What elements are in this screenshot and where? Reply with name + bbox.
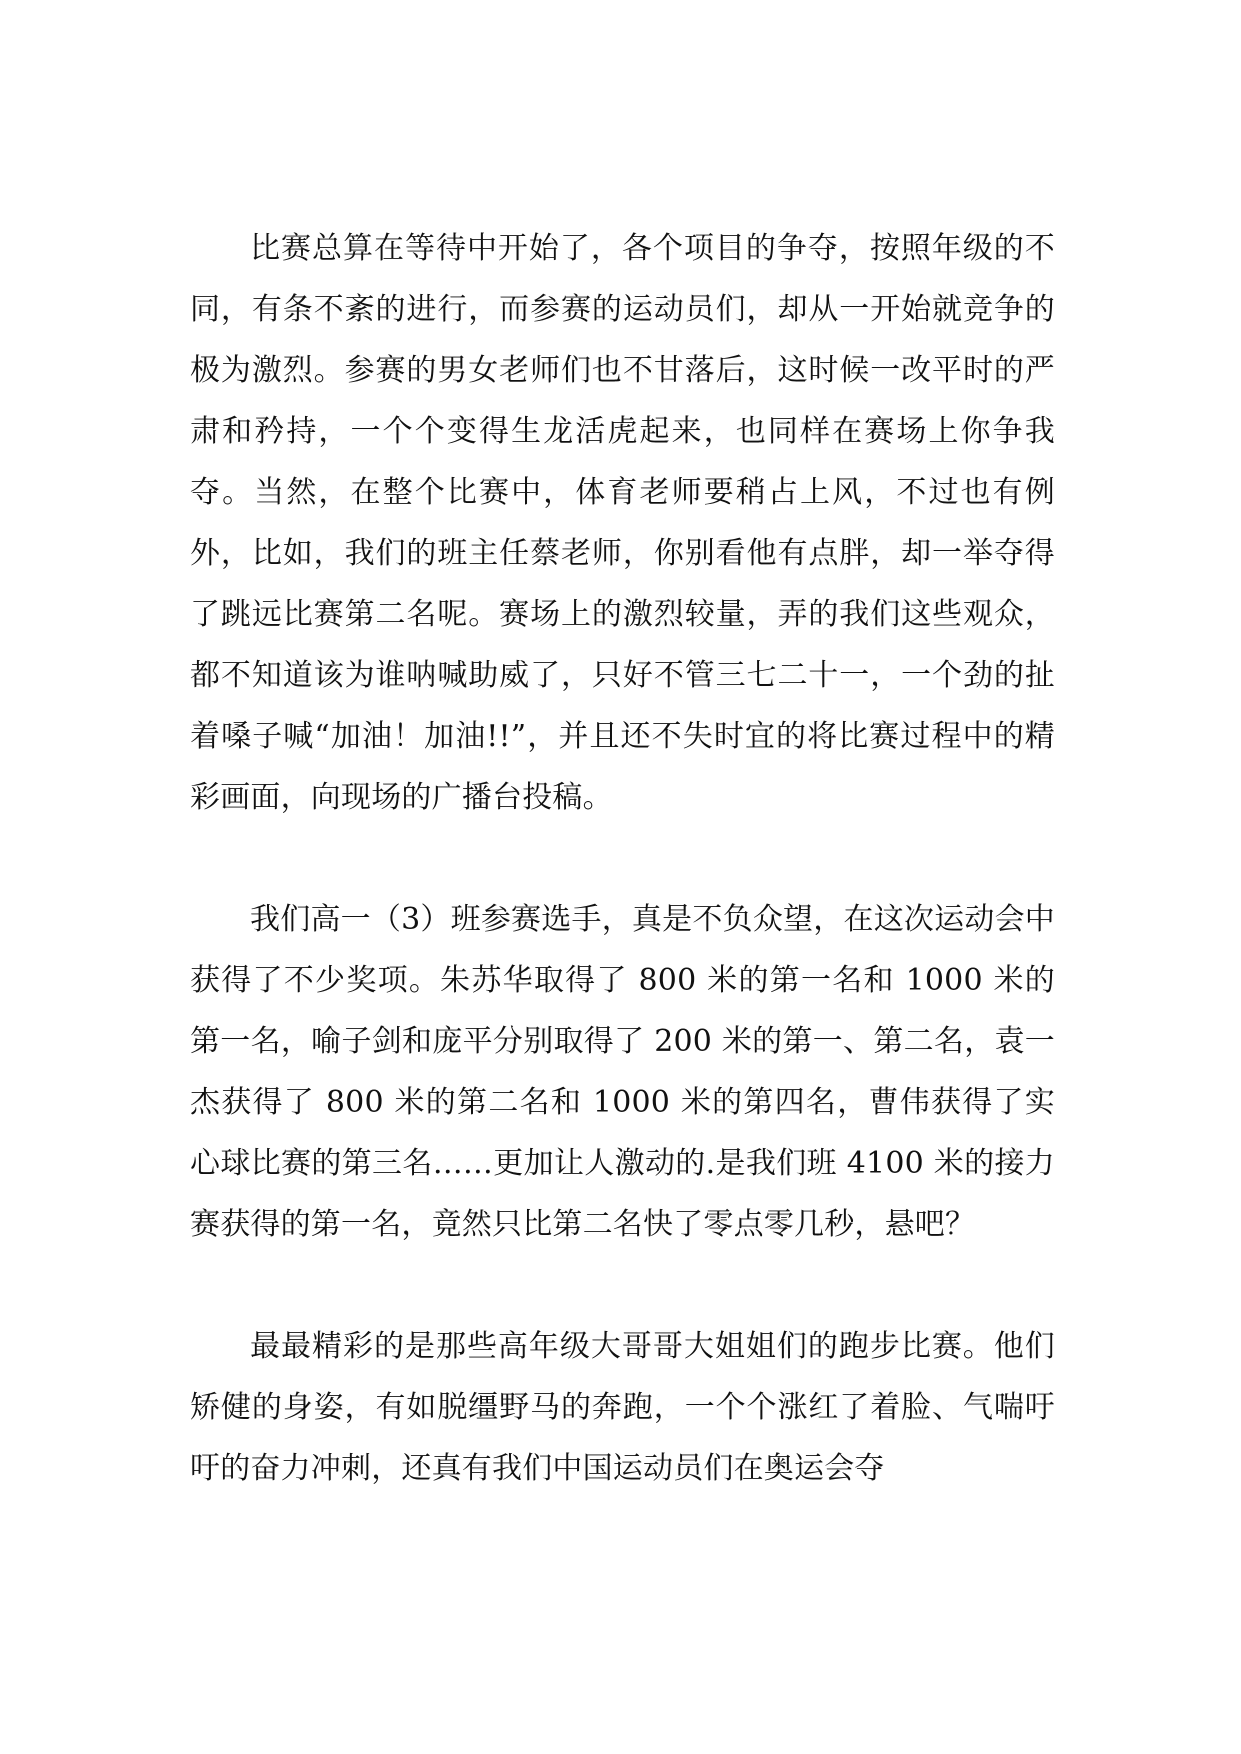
paragraph-senior-races: 最最精彩的是那些高年级大哥哥大姐姐们的跑步比赛。他们矫健的身姿，有如脱缰野马的奔跑，一个个涨红了着脸、气喘吁吁的奋力冲刺，还真有我们中国运动员们在奥运会夺 [190, 1329, 1055, 1486]
body-text [190, 218, 1055, 1499]
paragraph-competition: 比赛总算在等待中开始了，各个项目的争夺，按照年级的不同，有条不紊的进行，而参赛的运动员们，却从一开始就竞争的极为激烈。参赛的男女老师们也不甘落后，这时候一改平时的严肃和矜持，一个个变得生龙活虎起来，也同样在赛场上你争我夺。当然，在整个比赛中，体育老师要稍占上风，不过也有例外，比如，我们的班主任蔡老师，你别看他有点胖，却一举夺得了跳远比赛第二名呢。赛场上的激烈较量，弄的我们这些观众，都不知道该为谁呐喊助威了，只好不管三七二十一，一个劲的扯着嗓子喊“加油！加油!!”，并且还不失时宜的将比赛过程中的精彩画面，向现场的广播台投稿。 [190, 231, 1055, 815]
paragraph-class-results: 我们高一（3）班参赛选手，真是不负众望，在这次运动会中获得了不少奖项。朱苏华取得了 800 米的第一名和 1000 米的第一名，喻子剑和庞平分别取得了 200 米的第一、第二名，袁一杰获得了 800 米的第二名和 1000 米的第四名，曹伟获得了实心球比赛的第三名……更加让人激动的.是我们班 4100 米的接力赛获得的第一名，竟然只比第二名快了零点零几秒，悬吧？ [190, 902, 1055, 1242]
